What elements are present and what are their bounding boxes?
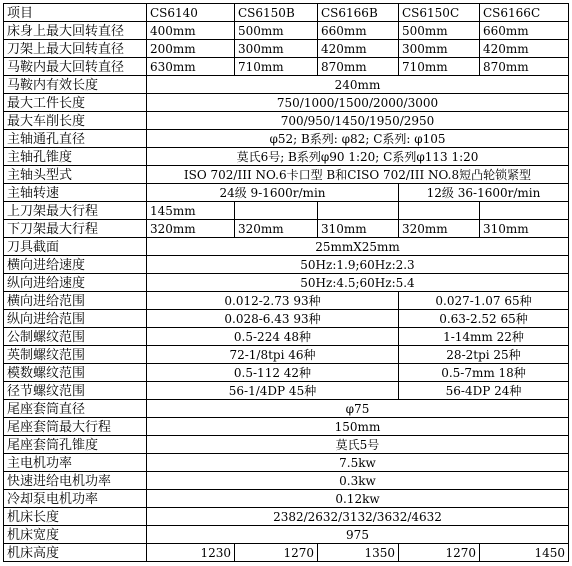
table-cell: 975: [147, 526, 569, 544]
row-label: 径节螺纹范围: [4, 382, 147, 400]
table-row: [4, 148, 569, 166]
table-row: [4, 400, 569, 418]
table-cell: 300mm: [399, 40, 480, 58]
header-model: CS6166B: [318, 4, 399, 22]
table-cell: 500mm: [235, 22, 318, 40]
table-row: [4, 292, 569, 310]
table-row: [4, 544, 569, 562]
row-label: 冷却泵电机功率: [4, 490, 147, 508]
table-cell: 0.63-2.52 65种: [399, 310, 569, 328]
table-row: [4, 40, 569, 58]
header-model: CS6166C: [480, 4, 569, 22]
header-model: CS6150C: [399, 4, 480, 22]
table-cell: 56-4DP 24种: [399, 382, 569, 400]
row-label: 英制螺纹范围: [4, 346, 147, 364]
table-cell: 870mm: [318, 58, 399, 76]
row-label: 纵向进给范围: [4, 310, 147, 328]
table-cell: 25mmX25mm: [147, 238, 569, 256]
row-label: 公制螺纹范围: [4, 328, 147, 346]
table-cell: 24级 9-1600r/min: [147, 184, 399, 202]
table-row: [4, 130, 569, 148]
spec-table: [3, 3, 569, 562]
table-cell: 56-1/4DP 45种: [147, 382, 399, 400]
table-cell: 320mm: [235, 220, 318, 238]
table-row: [4, 490, 569, 508]
table-cell: 700/950/1450/1950/2950: [147, 112, 569, 130]
header-row: [4, 4, 569, 22]
row-label: 主轴孔锥度: [4, 148, 147, 166]
table-cell: ISO 702/III NO.6卡口型 B和CISO 702/III NO.8短凸轮锁紧型: [147, 166, 569, 184]
table-row: [4, 310, 569, 328]
table-cell: 630mm: [147, 58, 235, 76]
row-label: 最大车削长度: [4, 112, 147, 130]
table-cell: 0.5-112 42种: [147, 364, 399, 382]
table-cell: 0.027-1.07 65种: [399, 292, 569, 310]
table-cell: 310mm: [480, 220, 569, 238]
table-cell: 420mm: [480, 40, 569, 58]
table-row: [4, 184, 569, 202]
table-cell: 莫氏5号: [147, 436, 569, 454]
row-label: 床身上最大回转直径: [4, 22, 147, 40]
table-cell: 660mm: [480, 22, 569, 40]
table-cell: 1270: [235, 544, 318, 562]
table-row: [4, 238, 569, 256]
row-label: 机床高度: [4, 544, 147, 562]
table-row: [4, 94, 569, 112]
table-cell: 72-1/8tpi 46种: [147, 346, 399, 364]
table-cell: 500mm: [399, 22, 480, 40]
table-cell: 1350: [318, 544, 399, 562]
table-cell: [399, 202, 480, 220]
row-label: 尾座套筒直径: [4, 400, 147, 418]
row-label: 主轴转速: [4, 184, 147, 202]
table-cell: 1230: [147, 544, 235, 562]
row-label: 机床宽度: [4, 526, 147, 544]
table-cell: 2382/2632/3132/3632/4632: [147, 508, 569, 526]
table-cell: 200mm: [147, 40, 235, 58]
table-row: [4, 436, 569, 454]
row-label: 机床长度: [4, 508, 147, 526]
table-row: [4, 472, 569, 490]
table-row: [4, 22, 569, 40]
table-cell: φ75: [147, 400, 569, 418]
table-cell: 0.12kw: [147, 490, 569, 508]
table-cell: 145mm: [147, 202, 235, 220]
row-label: 马鞍内最大回转直径: [4, 58, 147, 76]
table-cell: 0.028-6.43 93种: [147, 310, 399, 328]
table-cell: 12级 36-1600r/min: [399, 184, 569, 202]
table-row: [4, 454, 569, 472]
table-row: [4, 526, 569, 544]
table-cell: 1270: [399, 544, 480, 562]
row-label: 下刀架最大行程: [4, 220, 147, 238]
table-cell: [480, 202, 569, 220]
table-row: [4, 202, 569, 220]
table-cell: 1450: [480, 544, 569, 562]
table-row: [4, 274, 569, 292]
table-row: [4, 364, 569, 382]
table-cell: 1-14mm 22种: [399, 328, 569, 346]
table-cell: 710mm: [399, 58, 480, 76]
row-label: 模数螺纹范围: [4, 364, 147, 382]
header-model: CS6150B: [235, 4, 318, 22]
table-cell: φ52; B系列: φ82; C系列: φ105: [147, 130, 569, 148]
table-row: [4, 58, 569, 76]
table-cell: 710mm: [235, 58, 318, 76]
table-row: [4, 346, 569, 364]
table-row: [4, 256, 569, 274]
header-model: CS6140: [147, 4, 235, 22]
table-row: [4, 220, 569, 238]
table-row: [4, 166, 569, 184]
table-cell: 莫氏6号; B系列φ90 1:20; C系列φ113 1:20: [147, 148, 569, 166]
table-cell: 0.3kw: [147, 472, 569, 490]
table-cell: 0.5-7mm 18种: [399, 364, 569, 382]
row-label: 主电机功率: [4, 454, 147, 472]
table-cell: 420mm: [318, 40, 399, 58]
row-label: 刀架上最大回转直径: [4, 40, 147, 58]
table-row: [4, 418, 569, 436]
header-item: 项目: [4, 4, 147, 22]
row-label: 快速进给电机功率: [4, 472, 147, 490]
row-label: 纵向进给速度: [4, 274, 147, 292]
table-cell: 0.5-224 48种: [147, 328, 399, 346]
table-row: [4, 382, 569, 400]
table-cell: 320mm: [399, 220, 480, 238]
row-label: 上刀架最大行程: [4, 202, 147, 220]
table-cell: 310mm: [318, 220, 399, 238]
row-label: 主轴通孔直径: [4, 130, 147, 148]
table-cell: 28-2tpi 25种: [399, 346, 569, 364]
table-cell: 750/1000/1500/2000/3000: [147, 94, 569, 112]
row-label: 横向进给速度: [4, 256, 147, 274]
row-label: 刀具截面: [4, 238, 147, 256]
table-cell: 7.5kw: [147, 454, 569, 472]
row-label: 马鞍内有效长度: [4, 76, 147, 94]
table-row: [4, 76, 569, 94]
row-label: 主轴头型式: [4, 166, 147, 184]
table-cell: [235, 202, 318, 220]
table-cell: 240mm: [147, 76, 569, 94]
table-cell: 50Hz:4.5;60Hz:5.4: [147, 274, 569, 292]
table-cell: 320mm: [147, 220, 235, 238]
table-cell: 0.012-2.73 93种: [147, 292, 399, 310]
table-row: [4, 508, 569, 526]
table-cell: 300mm: [235, 40, 318, 58]
row-label: 尾座套筒最大行程: [4, 418, 147, 436]
table-cell: [318, 202, 399, 220]
table-cell: 150mm: [147, 418, 569, 436]
table-cell: 50Hz:1.9;60Hz:2.3: [147, 256, 569, 274]
row-label: 最大工件长度: [4, 94, 147, 112]
table-row: [4, 328, 569, 346]
row-label: 横向进给范围: [4, 292, 147, 310]
table-row: [4, 112, 569, 130]
row-label: 尾座套筒孔锥度: [4, 436, 147, 454]
table-cell: 660mm: [318, 22, 399, 40]
table-cell: 400mm: [147, 22, 235, 40]
table-cell: 870mm: [480, 58, 569, 76]
